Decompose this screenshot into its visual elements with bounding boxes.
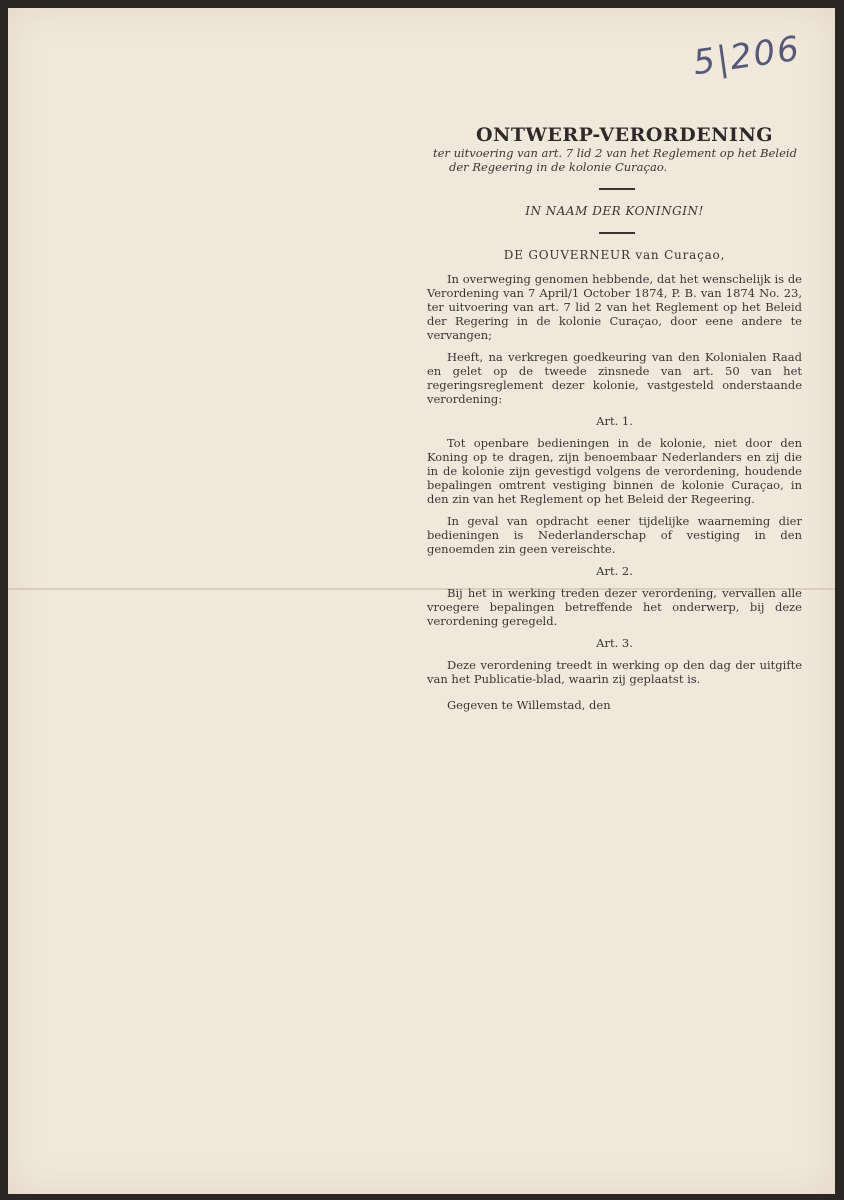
document-subtitle (433, 146, 802, 174)
invocation: IN NAAM DER KONINGIN! (525, 204, 704, 218)
divider-rule (599, 188, 635, 190)
text-column (427, 118, 802, 712)
article-3-paragraph: Deze verordening treedt in werking op den dag der uitgifte van het Publicatie-blad, waarin zij geplaatst is. (427, 658, 802, 686)
subtitle-line-2: der Regeering in de kolonie Curaçao. (449, 160, 668, 174)
handwritten-annotation: 5|206 (690, 28, 804, 84)
signoff-line: Gegeven te Willemstad, den (447, 698, 611, 712)
article-1-paragraph-1: Tot openbare bedieningen in de kolonie, niet door den Koning op te dragen, zijn benoembaar Nederlanders en zij die in de kolonie zijn gevestigd volgens de verordening, houdende bepalingen omtrent vestiging binnen de kolonie Curaçao, in den zin van het Reglement op het Beleid der Regeering. (427, 436, 802, 506)
article-2-heading: Art. 2. (596, 564, 633, 578)
article-2-paragraph: Bij het in werking treden dezer verordening, vervallen alle vroegere bepalingen betreffende het onderwerp, bij deze verordening geregeld. (427, 586, 802, 628)
article-3-heading: Art. 3. (596, 636, 633, 650)
article-1-heading: Art. 1. (596, 414, 633, 428)
subtitle-line-1: ter uitvoering van art. 7 lid 2 van het Reglement op het Beleid (433, 146, 797, 160)
article-1-paragraph-2: In geval van opdracht eener tijdelijke waarneming dier bedieningen is Nederlanderschap of vestiging in den genoemden zin geen vereischte. (427, 514, 802, 556)
preamble-paragraph: In overweging genomen hebbende, dat het wenschelijk is de Verordening van 7 April/1 October 1874, P. B. van 1874 No. 23, ter uitvoering van art. 7 lid 2 van het Reglement op het Beleid der Regering in de kolonie Curaçao, door eene andere te vervangen; (427, 272, 802, 342)
governor-heading: DE GOUVERNEUR van Curaçao, (503, 248, 726, 262)
document-page (8, 8, 835, 1194)
document-title: ONTWERP-VERORDENING (475, 124, 774, 146)
divider-rule (599, 232, 635, 234)
enactment-paragraph: Heeft, na verkregen goedkeuring van den Kolonialen Raad en gelet op de tweede zinsnede van art. 50 van het regeringsreglement dezer kolonie, vastgesteld onderstaande verordening: (427, 350, 802, 406)
